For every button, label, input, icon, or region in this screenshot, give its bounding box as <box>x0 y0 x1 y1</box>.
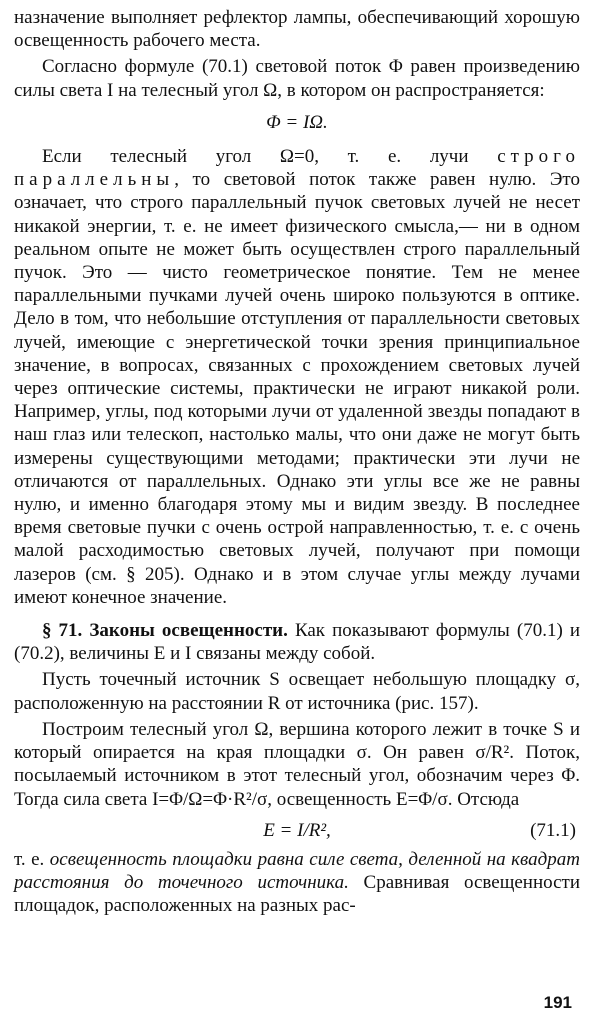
formula-flux: Φ = IΩ. <box>266 111 328 133</box>
formula-illuminance-expression: E = I/R², <box>263 819 331 841</box>
section-heading: § 71. Законы освещенности. <box>42 620 288 642</box>
paragraph-parallel-rest: , то световой поток также равен нулю. Это означает, что строго параллельный пучок световых лучей не несет никакой энергии, т. е. не имеет физического смысла,— ни в одном реальном опыте не может быть осуществлен строго параллельный пучок. Это — чисто геометрическое понятие. Тем не менее параллельными пучками лучей очень широко пользуются в оптике. Дело в том, что небольшие отступления от параллельности световых лучей, имеющие с энергетической точки зрения принципиальное значение, в вопросах, связанных с прохождением световых лучей через оптические системы, практически не играют никакой роли. Например, углы, под которыми лучи от удаленной звезды попадают в наш глаз или телескоп, настолько малы, что они даже не могут быть измерены существующими методами; практически эти лучи не отличаются от параллельных. Однако эти углы все же не равны нулю, и именно благодаря этому мы и видим звезду. В последнее время световые пучки с очень острой направленностью, т. е. с очень малой расходимостью световых лучей, получают при помощи лазеров (см. § 205). Однако и в этом случае углы между лучами имеют конечное значение. <box>14 169 580 608</box>
page-body <box>14 6 580 917</box>
paragraph-continuation: назначение выполняет рефлектор лампы, обеспечивающий хорошую освещенность рабочего места. <box>14 7 580 52</box>
section-intro-text: Как показывают формулы (70.1) и (70.2), величины E и I связаны между собой. <box>14 620 580 665</box>
spaced-phrase: строго параллельны <box>14 146 580 191</box>
paragraph-inverse-rest: Сравнивая освещенности площадок, расположенных на разных рас- <box>14 871 580 917</box>
emphasized-law: освещенность площадки равна силе света, деленной на квадрат расстояния до точечного источника. <box>14 848 580 893</box>
formula-illuminance <box>14 819 580 842</box>
page-number: 191 <box>543 993 572 1012</box>
paragraph-luminous-flux: Согласно формуле (70.1) световой поток Φ равен произведению силы света I на телесный угол Ω, в котором он распространяется: <box>14 56 580 101</box>
paragraph-point-source: Пусть точечный источник S освещает небольшую площадку σ, расположенную на расстоянии R от источника (рис. 157). <box>14 669 580 714</box>
formula-number: (71.1) <box>530 819 576 841</box>
paragraph-parallel-beams <box>14 145 580 609</box>
section-71-paragraph <box>14 619 580 665</box>
paragraph-inverse-square <box>14 848 580 918</box>
paragraph-inverse-start: т. е. <box>14 848 50 870</box>
paragraph-parallel-start: Если телесный угол Ω=0, т. е. лучи <box>42 146 498 168</box>
section-gap <box>14 609 580 619</box>
paragraph-solid-angle: Построим телесный угол Ω, вершина которого лежит в точке S и который опирается на края площадки σ. Он равен σ/R². Поток, посылаемый источником в этот телесный угол, обозначим через Φ. Тогда сила света I=Φ/Ω=Φ·R²/σ, освещенность E=Φ/σ. Отсюда <box>14 718 580 810</box>
